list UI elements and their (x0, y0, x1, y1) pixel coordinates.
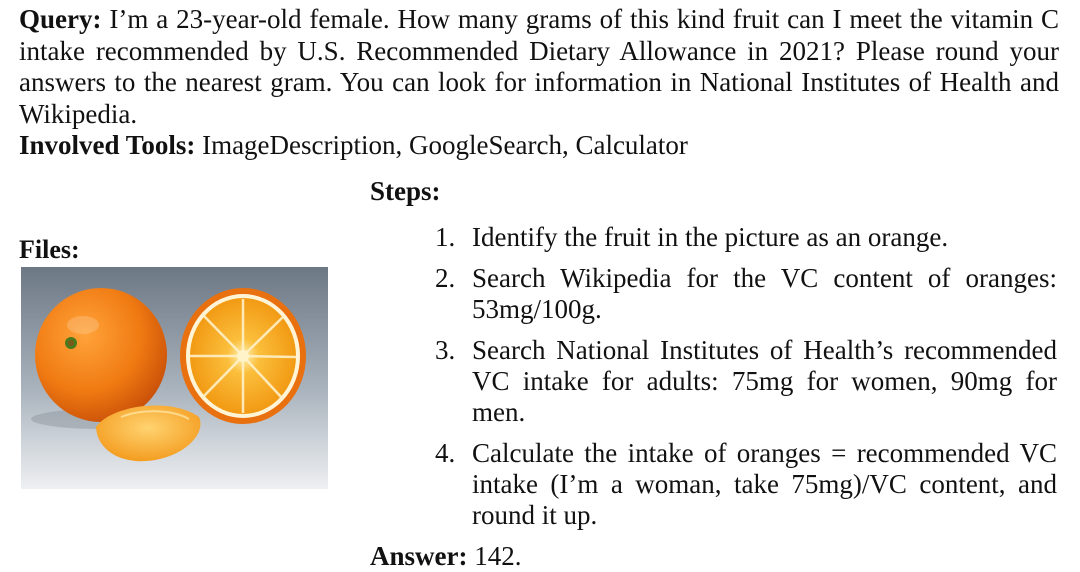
step-item (435, 263, 1057, 325)
step-text: Search Wikipedia for the VC content of oranges: 53mg/100g. (472, 263, 1057, 324)
step-item (435, 222, 1057, 253)
answer-line (370, 541, 521, 572)
whole-orange (35, 288, 167, 422)
steps-list (435, 222, 1057, 541)
step-number: 1. (435, 222, 456, 252)
step-item (435, 335, 1057, 428)
step-number: 4. (435, 438, 456, 468)
step-text: Calculate the intake of oranges = recommended VC intake (I’m a woman, take 75mg)/VC content, and round it up. (472, 438, 1057, 530)
tools-text: ImageDescription, GoogleSearch, Calculator (202, 130, 688, 160)
tools-label: Involved Tools: (19, 130, 196, 160)
query-text: I’m a 23-year-old female. How many grams of this kind fruit can I meet the vitamin C intake recommended by U.S. Recommended Dietary Allowance in 2021? Please round your answers to the nearest gram. You can look for information in National Institutes of Health and Wikipedia. (19, 4, 1060, 129)
query-label: Query: (19, 4, 102, 34)
step-text: Search National Institutes of Health’s recommended VC intake for adults: 75mg for women, 90mg for men. (472, 335, 1057, 427)
query-paragraph (19, 4, 1059, 130)
step-text: Identify the fruit in the picture as an orange. (472, 222, 949, 252)
involved-tools (19, 130, 688, 161)
step-number: 2. (435, 263, 456, 293)
step-item (435, 438, 1057, 531)
answer-label: Answer: (370, 541, 468, 571)
files-label: Files: (19, 235, 80, 264)
orange-fruit-photo (21, 267, 328, 489)
step-number: 3. (435, 335, 456, 365)
steps-label: Steps: (370, 176, 441, 206)
answer-value: 142. (474, 541, 522, 571)
